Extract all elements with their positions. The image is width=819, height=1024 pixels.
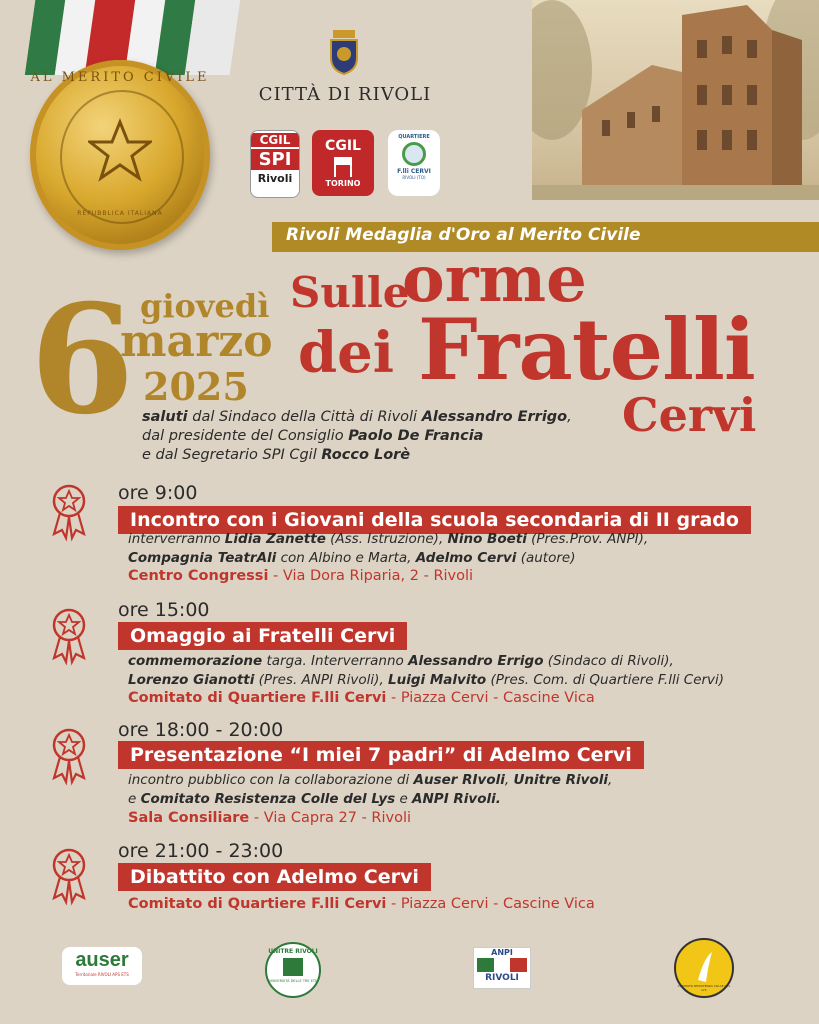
award-ribbon-icon bbox=[52, 608, 86, 666]
title-word-3: dei bbox=[298, 320, 395, 386]
event-4-place: Comitato di Quartiere F.lli Cervi - Piazza Cervi - Cascine Vica bbox=[128, 896, 595, 912]
award-ribbon-icon bbox=[52, 484, 86, 542]
gold-medal bbox=[30, 60, 210, 250]
event-1-description: interverranno Lidia Zanette (Ass. Istruzione), Nino Boeti (Pres.Prov. ANPI), Compagnia TeatrAli con Albino e Marta, Adelmo Cervi (autore) bbox=[128, 531, 649, 566]
title-word-5: Cervi bbox=[622, 388, 757, 442]
cgil-spi-logo: CGIL SPI Rivoli bbox=[250, 130, 300, 198]
city-crest-icon bbox=[325, 28, 363, 76]
medal-lower-text: REPUBBLICA ITALIANA bbox=[77, 210, 163, 217]
award-ribbon-icon bbox=[52, 728, 86, 786]
award-ribbon-icon bbox=[52, 848, 86, 906]
date-weekday: giovedì bbox=[140, 287, 270, 325]
event-3-title: Presentazione “I miei 7 padri” di Adelmo Cervi bbox=[118, 741, 644, 769]
star-icon bbox=[88, 118, 152, 182]
title-word-2: orme bbox=[402, 242, 587, 317]
anpi-logo: ANPI RIVOLI bbox=[473, 947, 531, 989]
date-day: 6 bbox=[30, 272, 135, 448]
event-4-time: ore 21:00 - 23:00 bbox=[118, 840, 284, 862]
event-2-time: ore 15:00 bbox=[118, 599, 210, 621]
comitato-resistenza-logo: COMITATO RESISTENZA COLLE DEL LYS bbox=[674, 938, 734, 998]
event-3-description: incontro pubblico con la collaborazione di Auser RIvoli, Unitre Rivoli, e Comitato Resistenza Colle del Lys e ANPI Rivoli. bbox=[128, 772, 613, 807]
auser-logo: auser Territoriale RIVOLI APS ETS bbox=[62, 947, 142, 985]
cgil-torino-logo: CGIL TORINO bbox=[312, 130, 374, 196]
event-2-title: Omaggio ai Fratelli Cervi bbox=[118, 622, 407, 650]
banner-text: Rivoli Medaglia d'Oro al Merito Civile bbox=[286, 225, 641, 245]
date-month: marzo bbox=[120, 316, 273, 367]
quartiere-cervi-logo: QUARTIERE F.lli CERVI RIVOLI (TO) bbox=[388, 130, 440, 196]
title-word-4: Fratelli bbox=[418, 300, 755, 399]
event-3-time: ore 18:00 - 20:00 bbox=[118, 719, 284, 741]
medal-inscription: AL MERITO CIVILE bbox=[30, 70, 210, 85]
castle-photo bbox=[532, 0, 819, 200]
event-1-time: ore 9:00 bbox=[118, 482, 198, 504]
greetings-text: saluti dal Sindaco della Città di Rivoli Alessandro Errigo, dal presidente del Consiglio Paolo De Francia e dal Segretario SPI Cgil Rocco Lorè bbox=[142, 409, 572, 463]
date-year: 2025 bbox=[143, 364, 249, 409]
city-name: CITTÀ DI RIVOLI bbox=[258, 84, 432, 105]
title-word-1: Sulle bbox=[290, 268, 410, 317]
event-1-title: Incontro con i Giovani della scuola secondaria di II grado bbox=[118, 506, 751, 534]
unitre-logo: UNITRE RIVOLI UNIVERSITÀ DELLE TRE ETÀ bbox=[265, 942, 321, 998]
event-1-place: Centro Congressi - Via Dora Riparia, 2 - Rivoli bbox=[128, 568, 474, 584]
event-3-place: Sala Consiliare - Via Capra 27 - Rivoli bbox=[128, 810, 412, 826]
event-2-description: commemorazione targa. Interverranno Alessandro Errigo (Sindaco di Rivoli), Lorenzo Gianotti (Pres. ANPI Rivoli), Luigi Malvito (Pres. Com. di Quartiere F.lli Cervi) bbox=[128, 653, 725, 688]
event-2-place: Comitato di Quartiere F.lli Cervi - Piazza Cervi - Cascine Vica bbox=[128, 690, 595, 706]
event-4-title: Dibattito con Adelmo Cervi bbox=[118, 863, 431, 891]
